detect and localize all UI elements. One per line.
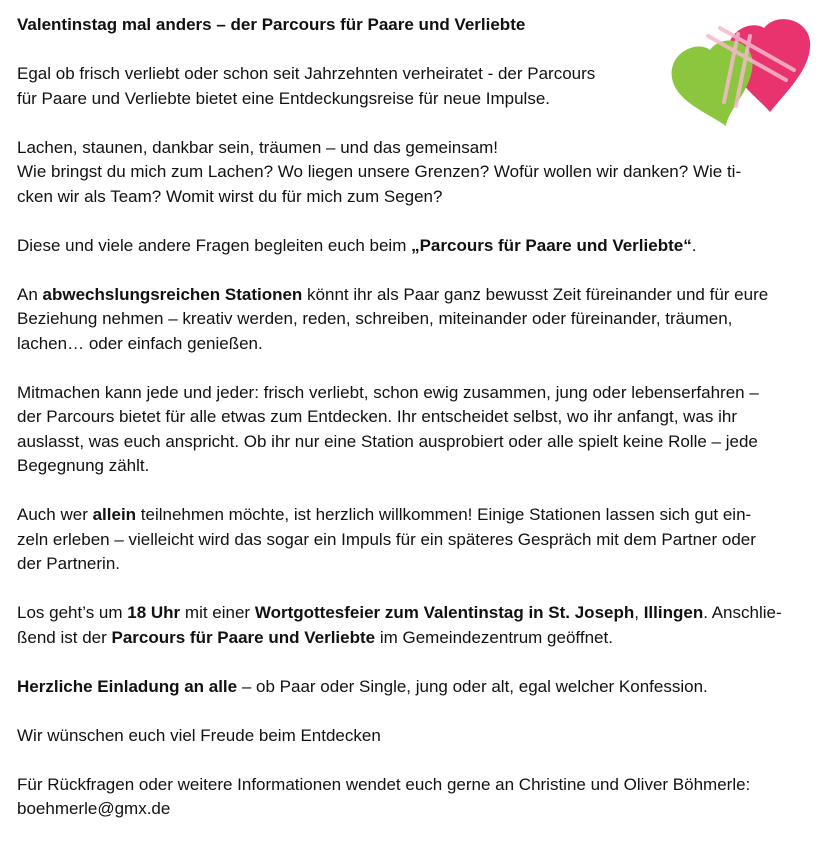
questions-paragraph (17, 136, 827, 210)
text-line: zeln erleben – vielleicht wird das sogar ein Impuls für ein späteres Gespräch mit dem Partner oder (17, 529, 756, 549)
text-line (17, 626, 827, 651)
schedule-paragraph (17, 601, 827, 650)
contact-paragraph (17, 773, 827, 822)
text-span: , (634, 603, 644, 622)
text-span: – ob Paar oder Single, jung oder alt, egal welcher Konfession. (237, 676, 708, 696)
stations-highlight: abwechslungsreichen Stationen (42, 284, 303, 304)
text-span: im Gemeindezentrum geöffnet. (375, 627, 613, 647)
text-line: Beziehung nehmen – kreativ werden, reden, schreiben, miteinander oder füreinander, träumen, (17, 309, 733, 328)
contact-email: boehmerle@gmx.de (17, 799, 171, 818)
text-span: . (691, 235, 697, 255)
text-line: Egal ob frisch verliebt oder schon seit Jahrzehnten verheiratet - der Parcours (17, 64, 596, 83)
alone-paragraph (17, 503, 827, 577)
intro-paragraph (17, 62, 827, 111)
text-span: könnt ihr als Paar ganz bewusst Zeit füreinander und für eure (302, 284, 769, 304)
text-line: Mitmachen kann jede und jeder: frisch verliebt, schon ewig zusammen, jung oder lebenserfahren – (17, 382, 759, 402)
text-span: Auch wer (17, 505, 93, 524)
text-line: der Parcours bietet für alle etwas zum Entdecken. Ihr entscheidet selbst, wo ihr anfangt, was ihr (17, 407, 738, 426)
text-line: Lachen, staunen, dankbar sein, träumen – und das gemeinsam! (17, 137, 499, 157)
text-line (17, 283, 827, 308)
text-line: der Partnerin. (17, 554, 120, 573)
text-span: An (17, 284, 43, 304)
parcours-name: „Parcours für Paare und Verliebte“ (411, 235, 692, 255)
text-span: ßend ist der (17, 627, 112, 647)
questions-follow-paragraph (17, 234, 827, 259)
invitation-highlight: Herzliche Einladung an alle (17, 676, 238, 696)
document-body (17, 13, 827, 846)
text-line: für Paare und Verliebte bietet eine Entdeckungsreise für neue Impulse. (17, 88, 551, 108)
wishes-paragraph: Wir wünschen euch viel Freude beim Entdecken (17, 725, 381, 745)
start-time: 18 Uhr (127, 603, 181, 622)
text-line: Begegnung zählt. (17, 456, 150, 475)
text-line: Für Rückfragen oder weitere Informationen wendet euch gerne an Christine und Oliver Böhmerle: (17, 774, 751, 794)
text-line: Wie bringst du mich zum Lachen? Wo liegen unsere Grenzen? Wofür wollen wir danken? Wie ti- (17, 162, 742, 181)
text-line: auslasst, was euch anspricht. Ob ihr nur eine Station ausprobiert oder alle spielt keine Rolle – jede (17, 431, 758, 451)
text-line (17, 503, 827, 528)
text-span: teilnehmen möchte, ist herzlich willkommen! Einige Stationen lassen sich gut ein- (136, 505, 752, 524)
text-line (17, 601, 827, 626)
alone-highlight: allein (92, 505, 137, 524)
text-span: . Anschlie- (703, 603, 782, 622)
text-line: lachen… oder einfach genießen. (17, 333, 263, 353)
text-line: cken wir als Team? Womit wirst du für mich zum Segen? (17, 186, 443, 206)
participation-paragraph (17, 381, 827, 479)
stations-paragraph (17, 283, 827, 357)
event-place: Illingen (643, 603, 704, 622)
text-span: Diese und viele andere Fragen begleiten euch beim (17, 235, 412, 255)
parcours-name: Parcours für Paare und Verliebte (111, 627, 376, 647)
text-span: mit einer (180, 603, 255, 622)
text-span: Los geht’s um (17, 603, 128, 622)
invitation-paragraph (17, 675, 827, 700)
document-title: Valentinstag mal anders – der Parcours für Paare und Verliebte (17, 15, 526, 34)
event-name: Wortgottesfeier zum Valentinstag in St. Joseph (254, 603, 635, 622)
